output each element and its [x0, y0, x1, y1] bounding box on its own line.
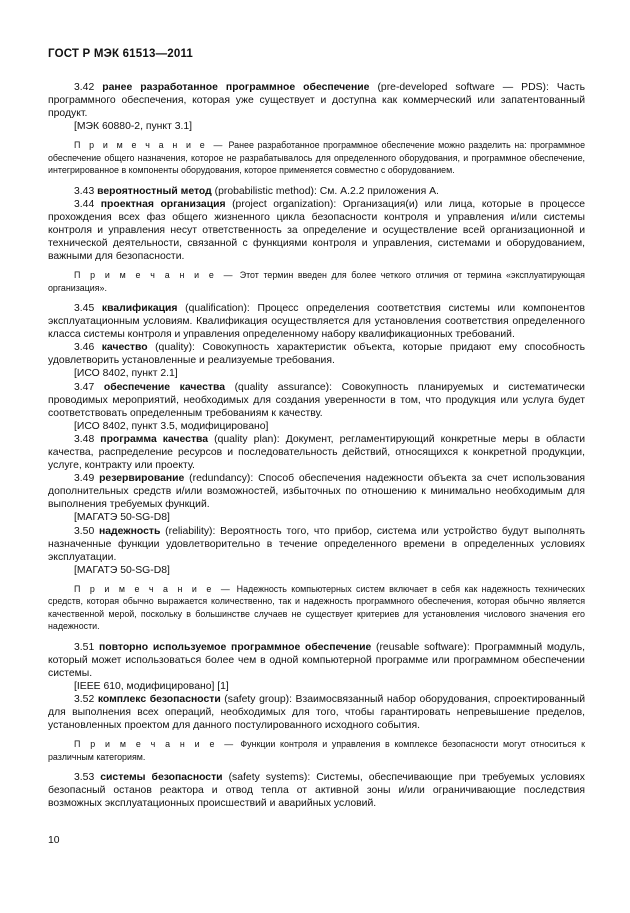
entry-reference: [ИСО 8402, пункт 3.5, модифицировано]: [74, 420, 269, 432]
entry-reference: [МАГАТЭ 50-SG-D8]: [74, 512, 170, 524]
entry-note: [48, 583, 585, 633]
term-entry-3-42: [48, 81, 585, 120]
note-text: Ранее разработанное программное обеспечение можно разделить на: программное обеспечение общего назначения, которое не разрабатывалось для определенного оборудования, и программное обеспечение, интегрированное в компоненты оборудования, которое применяется совместно с оборудованием.: [48, 140, 585, 176]
entry-number: 3.45: [74, 302, 95, 314]
term-name: качество: [101, 342, 148, 354]
entry-reference: [МЭК 60880-2, пункт 3.1]: [74, 121, 193, 133]
term-entry-3-52: [48, 693, 585, 732]
term-name: проектная организация: [100, 198, 226, 210]
term-name: квалификация: [101, 302, 178, 314]
term-definition: (safety systems): Системы, обеспечивающие при требуемых условиях безопасный останов реактора и отвод тепла от активной зоны и/или ограничивающие последствия возможных эксплуатационных происшествий и аварийных условий.: [48, 772, 585, 810]
entry-number: 3.43: [74, 185, 95, 197]
term-entry-3-43: [48, 185, 585, 198]
note-text: Этот термин введен для более четкого отличия от термина «эксплуатирующая организация».: [48, 270, 585, 293]
entry-reference: [МАГАТЭ 50-SG-D8]: [74, 564, 170, 576]
term-name: резервирование: [99, 473, 185, 485]
term-name: комплекс безопасности: [97, 693, 221, 705]
term-entry-3-48: [48, 433, 585, 472]
term-entry-3-51: [48, 641, 585, 680]
term-name: повторно используемое программное обеспечение: [99, 641, 372, 653]
term-name: обеспечение качества: [103, 381, 225, 393]
term-name: системы безопасности: [100, 772, 223, 784]
term-name: ранее разработанное программное обеспечение: [102, 82, 370, 93]
term-entry-3-46: [48, 341, 585, 367]
term-entry-3-49: [48, 472, 585, 511]
note-text: Надежность компьютерных систем включает в себя как надежность технических средств, которая обычно выражается количественно, так и надежность программного обеспечения, которая обычно является качественной мерой, поскольку в большинстве случаев не существует критериев для установления числового значения его надежности.: [48, 583, 585, 632]
entry-number: 3.53: [74, 772, 95, 784]
term-definition: (quality assurance): Совокупность планируемых и систематически проводимых мероприятий, необходимых для создания уверенности в том, что продукция или услуга будет соответствовать определенным требованиям к качеству.: [48, 381, 585, 419]
note-label: П р и м е ч а н и е —: [74, 140, 225, 151]
entry-number: 3.44: [74, 198, 95, 210]
entry-number: 3.49: [74, 473, 95, 485]
term-definition: (project organization): Организация(и) или лица, которые в процессе прохождения всех фаз общего жизненного цикла безопасности контроля и управления и/или системы контроля и управления несут ответственность за определение и осуществление всей организационной и технической деятельности, связанной с функциями контроля и управления, системами и оборудованием, важными для безопасности.: [48, 198, 586, 263]
entry-number: 3.46: [74, 342, 95, 354]
entry-note: [48, 269, 585, 294]
entry-number: 3.51: [74, 641, 95, 653]
entry-number: 3.48: [74, 433, 95, 445]
term-entry-3-47: [48, 381, 585, 420]
entry-number: 3.42: [74, 82, 95, 93]
entry-note: [48, 738, 585, 763]
document-page: [48, 48, 585, 810]
term-definition: (quality): Совокупность характеристик объекта, которые придают ему способность удовлетворить установленные и реализуемые требования.: [48, 342, 585, 367]
term-definition: (redundancy): Способ обеспечения надежности объекта за счет использования дополнительных средств и/или возможностей, избыточных по отношению к минимально необходимым для выполнения требуемых функций.: [48, 473, 585, 511]
term-name: вероятностный метод: [97, 185, 212, 197]
term-definition: (probabilistic method): См. А.2.2 приложения А.: [211, 185, 439, 197]
term-entry-3-44: [48, 198, 585, 263]
term-definition: (reusable software): Программный модуль, который может использоваться более чем в одной компьютерной программе или программном обеспечении системы.: [48, 641, 585, 679]
entry-reference: [ИСО 8402, пункт 2.1]: [74, 368, 178, 380]
entry-number: 3.50: [74, 525, 95, 537]
term-entry-3-53: [48, 771, 585, 810]
note-label: П р и м е ч а н и е —: [74, 583, 233, 594]
term-name: надежность: [99, 525, 161, 537]
note-label: П р и м е ч а н и е —: [74, 270, 236, 281]
entry-reference: [IEEE 610, модифицировано] [1]: [74, 680, 229, 692]
term-entry-3-45: [48, 302, 585, 341]
document-header: ГОСТ Р МЭК 61513—2011: [48, 48, 194, 60]
page-number: 10: [48, 835, 60, 846]
term-definition: (reliability): Вероятность того, что прибор, система или устройство будут выполнять назначенные функции удовлетворительно в течение определенного времени в определенных условиях эксплуатации.: [48, 525, 585, 563]
term-name: программа качества: [100, 433, 209, 445]
term-definition: (qualification): Процесс определения соответствия системы или компонентов эксплуатационным условиям. Квалификация осуществляется для установления соответствия определенного класса системы контроля и управления определенному набору квалификационных требований.: [48, 302, 586, 341]
term-definition: (pre-developed software — PDS): Часть программного обеспечения, которая уже существует и доступна как коммерческий или запатентованный продукт.: [48, 82, 585, 120]
entry-number: 3.47: [74, 381, 95, 393]
term-entry-3-50: [48, 525, 585, 564]
term-definition: (quality plan): Документ, регламентирующий конкретные меры в области качества, распределение ресурсов и последовательность действий, относящихся к конкретной продукции, услуге, контракту или проекту.: [48, 433, 586, 472]
entry-note: [48, 139, 585, 176]
note-text: Функции контроля и управления в комплексе безопасности могут относиться к различным категориям.: [48, 739, 586, 762]
entry-number: 3.52: [74, 693, 95, 705]
term-definition: (safety group): Взаимосвязанный набор оборудования, спроектированный для выполнения всех операций, необходимых для того, чтобы гарантировать непревышение пределов, установленных проектом для данного постулированного исходного события.: [48, 693, 585, 732]
note-label: П р и м е ч а н и е —: [74, 739, 236, 750]
